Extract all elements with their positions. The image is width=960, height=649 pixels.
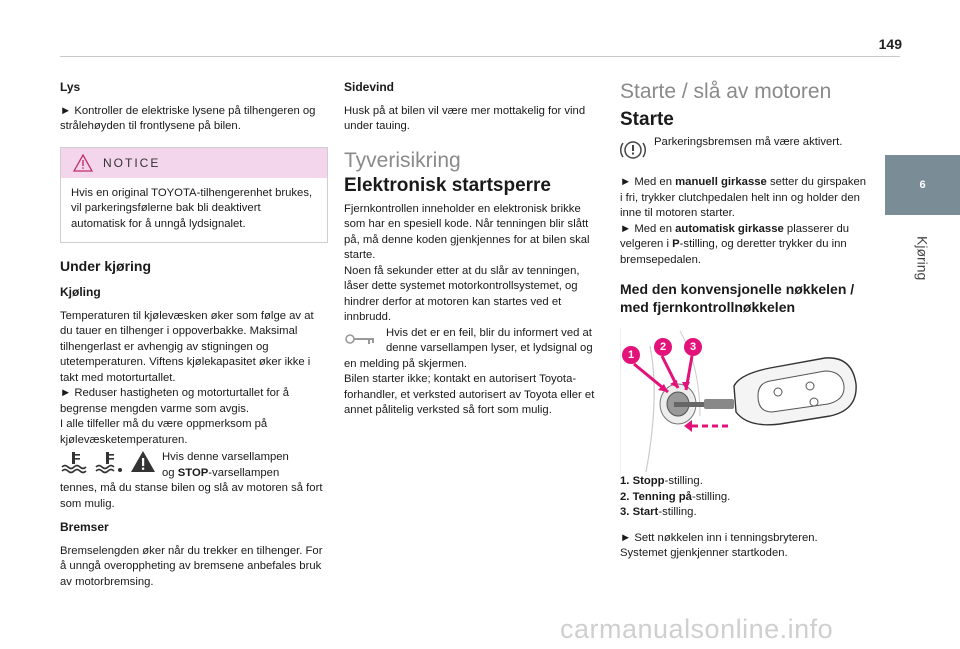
startsperre-warning-row (344, 326, 604, 357)
notice-header (61, 148, 327, 178)
callout-2: 2 (654, 338, 672, 356)
startsperre-text-2: Noen få sekunder etter at du slår av tenningen, låser dette systemet motorkontrollsystemet, og hindrer derfor at motoren kan startes ved et innbrudd. (344, 264, 580, 323)
list-item: 3. Start-stilling. (620, 506, 697, 518)
chapter-tab: 6 (885, 155, 960, 215)
tyverisikring-heading: Tyverisikring (344, 148, 461, 172)
insert-key-text: ► Sett nøkkelen inn i tenningsbryteren. (620, 531, 818, 544)
parking-brake-icon (620, 139, 646, 161)
kjoling-text: Temperaturen til kjølevæsken øker som følge av at du tauer en tilhenger i oppoverbakke. Maksimal tilhengerlast er avhengig av stigningen og utetemperaturen. Viftens kjølekapasitet øker ikke i takt med motorturtallet. (60, 309, 314, 384)
page-number: 149 (878, 36, 902, 52)
stop-warning-icon (130, 450, 156, 474)
warning-icon (73, 154, 93, 172)
automatisk-text: ► Med en automatisk girkasse plasserer du velgeren i P-stilling, og deretter trykker du inn bremsepedalen. (620, 222, 850, 266)
column-1 (60, 80, 328, 590)
list-item: 2. Tenning på-stilling. (620, 490, 731, 503)
kjoling-bullet: ► Reduser hastigheten og motorturtallet for å begrense mengden varme som avgis. (60, 387, 290, 415)
parking-brake-row (620, 135, 870, 161)
warning-lamps-row (60, 450, 328, 481)
kjoling-heading: Kjøling (60, 285, 101, 299)
callout-1: 1 (622, 346, 640, 364)
bremser-text: Bremselengden øker når du trekker en tilhenger. For å unngå overoppheting av bremsene anbefales bruk av motorbremsing. (60, 544, 323, 588)
notice-text: Hvis en original TOYOTA-tilhengerenhet brukes, vil parkeringsfølerne bak bli deaktivert automatisk for å unngå lydsignalet. (71, 186, 313, 230)
startsperre-heading: Elektronisk startsperre (344, 175, 551, 196)
lys-heading: Lys (60, 80, 81, 94)
startsperre-text-3: Bilen starter ikke; kontakt en autorisert Toyota-forhandler, et verksted autorisert av Toyota eller et annet pålitelig verksted så fort som mulig. (344, 373, 595, 416)
sidevind-heading: Sidevind (344, 80, 395, 94)
key-heading: Med den konvensjonelle nøkkelen / med fjernkontrollnøkkelen (620, 281, 855, 315)
warning-lamp-text (162, 450, 289, 481)
callout-3: 3 (684, 338, 702, 356)
key-warning-icon (344, 328, 378, 350)
top-divider (60, 56, 900, 57)
bremser-heading: Bremser (60, 520, 109, 534)
startsperre-warn-c: en melding på skjermen. (344, 357, 468, 370)
position-list (620, 474, 870, 521)
lys-text: ► Kontroller de elektriske lysene på tilhengeren og strålehøyden til frontlysene på bilen. (60, 104, 316, 132)
warn-line-1: Hvis denne varsellampen (162, 451, 289, 463)
notice-box (60, 147, 328, 244)
notice-title: NOTICE (103, 155, 161, 170)
under-kjoring-heading: Under kjøring (60, 258, 152, 274)
startsperre-warn-b: denne varsellampen lyser, et lydsignal og (386, 342, 593, 354)
column-3 (620, 80, 870, 562)
ignition-key-illustration (620, 326, 870, 474)
parking-brake-text: Parkeringsbremsen må være aktivert. (654, 136, 843, 148)
watermark: carmanualsonline.info (560, 614, 834, 644)
sidevind-text: Husk på at bilen vil være mer mottakelig for vind under tauing. (344, 104, 586, 132)
notice-body (61, 178, 327, 243)
starte-sla-av-heading: Starte / slå av motoren (620, 80, 832, 103)
list-item: 1. Stopp-stilling. (620, 475, 703, 487)
kjoling-text-2: I alle tilfeller må du være oppmerksom på kjølevæsketemperaturen. (60, 418, 268, 446)
startsperre-text-1: Fjernkontrollen inneholder en elektronisk brikke som har en spesiell kode. Når tenningen blir slått på, må denne koden gjenkjennes for at bilen skal starte. (344, 202, 590, 261)
coolant-temperature-icon (60, 450, 88, 474)
coolant-level-icon (94, 450, 124, 474)
startsperre-warn-a: Hvis det er en feil, blir du informert ved at (386, 326, 592, 339)
manuell-text: ► Med en manuell girkasse setter du girspaken i fri, trykker clutchpedalen helt inn og holder den inne til motoren starter. (620, 176, 867, 219)
chapter-label: Kjøring (914, 235, 931, 281)
starte-heading: Starte (620, 108, 674, 130)
recognize-code-text: Systemet gjenkjenner startkoden. (620, 547, 788, 559)
warn-rest-text: tennes, må du stanse bilen og slå av motoren så fort som mulig. (60, 482, 323, 510)
column-2 (344, 80, 604, 419)
warn-line-2: og STOP-varsellampen (162, 466, 280, 479)
